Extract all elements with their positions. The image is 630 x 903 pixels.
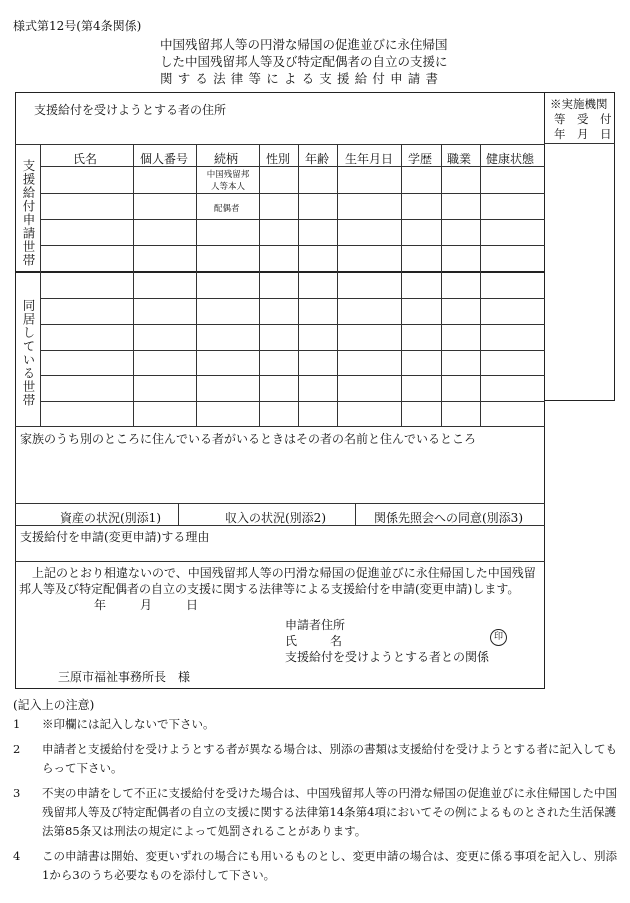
col-line	[259, 144, 260, 426]
row-line	[40, 324, 545, 325]
office-use-line-1: ※実施機関	[550, 97, 608, 111]
section-divider	[15, 271, 545, 273]
col-line	[298, 144, 299, 426]
row-line	[40, 193, 545, 194]
column-header-birthdate: 生年月日	[345, 152, 394, 166]
assets-label: 資産の状況(別添1)	[60, 511, 161, 525]
date-day: 日	[186, 598, 199, 612]
col-line	[441, 144, 442, 426]
note-number: 1	[13, 717, 21, 731]
office-use-divider	[544, 143, 615, 144]
note-item	[13, 784, 618, 841]
income-divider	[355, 503, 356, 525]
row-line	[40, 401, 545, 402]
address-label: 支援給付を受けようとする者の住所	[34, 103, 227, 117]
note-item	[13, 740, 618, 778]
row-line	[40, 350, 545, 351]
assets-row-top	[15, 503, 545, 504]
notes-heading: (記入上の注意)	[13, 698, 95, 712]
declaration-line-1: 上記のとおり相違ないので、中国残留邦人等の円滑な帰国の促進並びに永住帰国した中国残留	[32, 566, 536, 580]
row-line	[40, 219, 545, 220]
col-line	[196, 144, 197, 426]
title-line-2: した中国残留邦人等及び特定配偶者の自立の支援に	[160, 54, 448, 69]
column-header-occupation: 職業	[447, 152, 472, 166]
addressee: 三原市福祉事務所長 様	[58, 670, 191, 684]
col-line	[401, 144, 402, 426]
row-line	[40, 245, 545, 246]
declaration-row-top	[15, 561, 545, 562]
note-item	[13, 847, 618, 885]
note-number: 4	[13, 849, 21, 863]
row-line	[40, 375, 545, 376]
col-line	[337, 144, 338, 426]
table-bottom-line	[15, 426, 545, 427]
form-number: 様式第12号(第4条関係)	[13, 19, 142, 33]
date-year: 年	[94, 598, 107, 612]
relation-spouse: 配偶者	[214, 204, 240, 214]
note-item	[13, 715, 618, 734]
relationship-label: 支援給付を受けようとする者との関係	[285, 650, 490, 664]
note-text: 不実の申請をして不正に支援給付を受けた場合は、中国残留邦人等の円滑な帰国の促進並びに永住帰国した中国残留邦人等及び特定配偶者の自立の支援に関する法律第14条第4項においてその例によるものとされた生活保護法第85条又は刑法の規定によって処罰されることがあります。	[42, 786, 617, 838]
side-label-applicant-household: 支援給付申請世帯	[21, 159, 36, 267]
title-line-3: 関する法律等による支援給付申請書	[160, 71, 444, 86]
column-header-individual-number: 個人番号	[140, 152, 189, 166]
name-label-2: 名	[330, 634, 343, 648]
declaration-line-2: 邦人等及び特定配偶者の自立の支援に関する法律等による支援給付を申請(変更申請)します。	[19, 582, 520, 596]
row-line	[40, 298, 545, 299]
column-header-education: 学歴	[408, 152, 433, 166]
note-number: 2	[13, 742, 21, 756]
assets-divider	[178, 503, 179, 525]
separate-family-label: 家族のうち別のところに住んでいる者がいるときはその者の名前と住んでいるところ	[20, 432, 477, 446]
office-use-line-2: 等 受 付	[554, 112, 612, 126]
consent-label: 関係先照会への同意(別添3)	[374, 511, 523, 525]
income-label: 収入の状況(別添2)	[225, 511, 326, 525]
table-top-line	[15, 144, 545, 145]
form-title	[160, 36, 480, 87]
office-use-line-3: 年 月 日	[554, 127, 612, 141]
notes-list	[13, 715, 618, 891]
column-header-health: 健康状態	[486, 152, 535, 166]
title-line-1: 中国残留邦人等の円滑な帰国の促進並びに永住帰国	[160, 37, 448, 52]
note-number: 3	[13, 786, 21, 800]
column-header-relation: 続柄	[214, 152, 239, 166]
date-month: 月	[140, 598, 153, 612]
col-line	[480, 144, 481, 426]
note-text: この申請書は開始、変更いずれの場合にも用いるものとし、変更申請の場合は、変更に係る事項を記入し、別添1から3のうち必要なものを添付して下さい。	[42, 849, 617, 882]
reason-row-top	[15, 525, 545, 526]
seal-mark: 印	[490, 629, 507, 646]
column-header-age: 年齢	[305, 152, 330, 166]
col-line	[40, 144, 41, 426]
reason-label: 支援給付を申請(変更申請)する理由	[20, 530, 210, 544]
col-line	[133, 144, 134, 426]
note-text: ※印欄には記入しないで下さい。	[42, 717, 215, 731]
applicant-address-label: 申請者住所	[285, 618, 346, 632]
side-label-cohabiting-household: 同居している世帯	[21, 299, 36, 407]
column-header-sex: 性別	[266, 152, 291, 166]
relation-principal: 中国残留邦人等本人	[206, 170, 250, 192]
column-header-name: 氏名	[73, 152, 98, 166]
note-text: 申請者と支援給付を受けようとする者が異なる場合は、別添の書類は支援給付を受けようとする者に記入してもらって下さい。	[42, 742, 617, 775]
name-label-1: 氏	[285, 634, 298, 648]
